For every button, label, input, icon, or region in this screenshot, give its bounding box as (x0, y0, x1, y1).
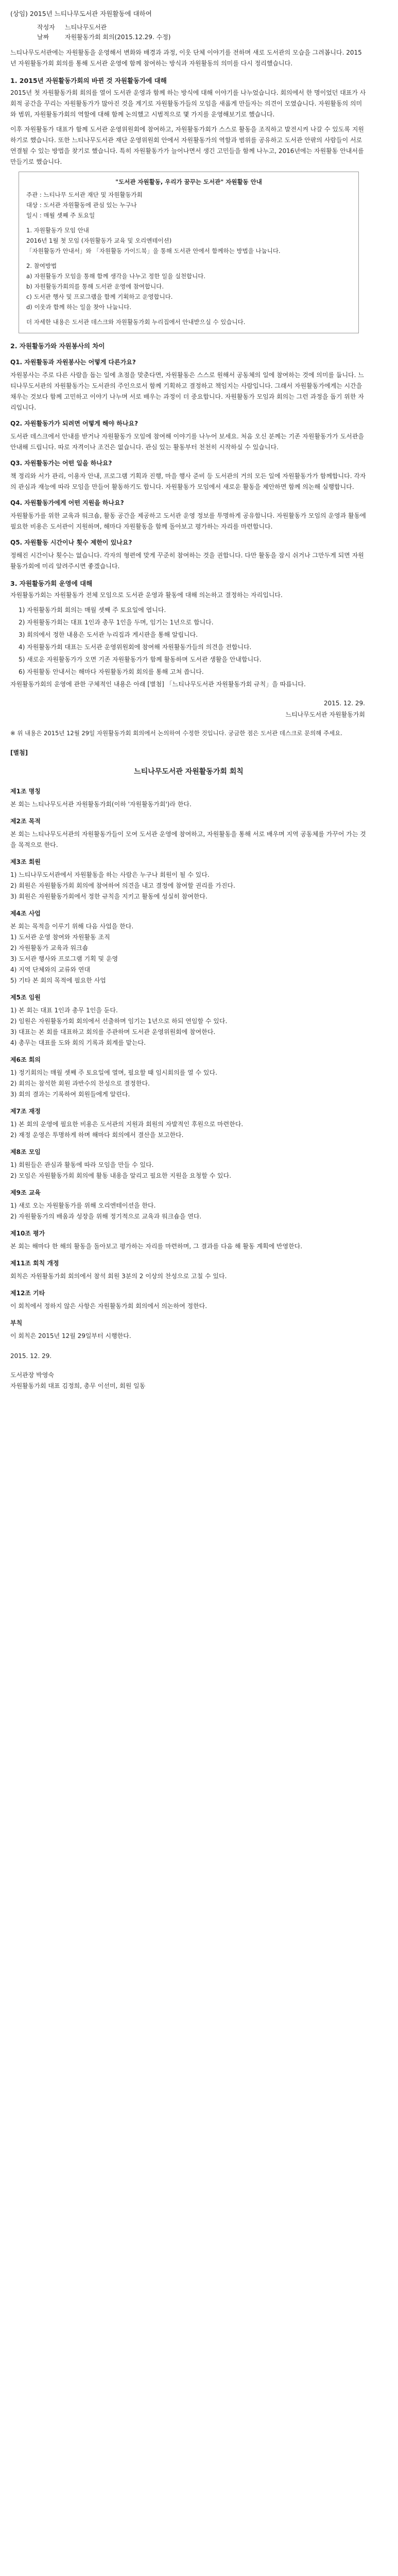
spacer (26, 313, 351, 317)
article-body: 1) 느티나무도서관에서 자원활동을 하는 사람은 누구나 회원이 될 수 있다. 2) 회원은 자원활동가회 회의에 참여하여 의견을 내고 결정에 참여할 권리를 가진다. 3) 회원은 자원활동가회에서 정한 규칙을 지키고 활동에 성실히 참여한다. (10, 871, 235, 901)
list-item: 4) 자원활동가회 대표는 도서관 운영위원회에 참여해 자원활동가들의 의견을 전합니다. (19, 643, 252, 651)
info-box-row: d) 이웃과 함께 하는 일을 찾아 나눕니다. (26, 303, 132, 311)
sign-date: 2015. 12. 29. (323, 700, 365, 707)
article-body: 1) 회원들은 관심과 활동에 따라 모임을 만들 수 있다. 2) 모임은 자원활동가회 회의에 활동 내용을 알리고 필요한 지원을 요청할 수 있다. (10, 1161, 232, 1180)
info-box-title: "도서관 자원활동, 우리가 꿈꾸는 도서관" 자원활동 안내 (115, 178, 262, 186)
article-body: 이 회칙은 2015년 12월 29일부터 시행한다. (10, 1332, 131, 1340)
meta-key: 날짜 (37, 33, 49, 41)
qa-list (10, 357, 367, 572)
rules-title: 느티나무도서관 자원활동가회 회칙 (134, 767, 244, 776)
end-line: 도서관장 박영숙 (10, 1371, 54, 1379)
spacer (26, 221, 351, 225)
end-block (10, 1370, 367, 1391)
answer: 자원봉사는 주로 다른 사람을 돕는 일에 초점을 맞춘다면, 자원활동은 스스로 원해서 공동체의 일에 참여하는 것에 의미를 둡니다. 느티나무도서관의 자원활동가는 도서관의 주인으로서 함께 기획하고 결정하고 책임지는 사람입니다. 그래서 자원활동가에게는 시간을 채우는 것보다 함께 고민하고 이야기 나누며 서로 배우는 과정이 더 중요합니다. 자원활동가 모임과 회의는 그런 과정을 돕기 위한 자리입니다. (10, 371, 364, 411)
article-body: 본 회는 느티나무도서관 자원활동가회(이하 '자원활동가회')라 한다. (10, 801, 192, 808)
info-box-row: c) 도서관 행사 및 프로그램을 함께 기획하고 운영합니다. (26, 293, 173, 300)
document-title: (상임) 2015년 느티나무도서관 자원활동에 대하여 (10, 10, 152, 18)
info-box-row: b) 자원활동가회의를 통해 도서관 운영에 참여합니다. (26, 282, 164, 290)
sign-org: 느티나무도서관 자원활동가회 (285, 711, 365, 719)
section-heading: 1. 2015년 자원활동가회의 바뀐 것 자원활동가에 대해 (10, 77, 167, 85)
article-body: 이 회칙에서 정하지 않은 사항은 자원활동가회 회의에서 의논하여 정한다. (10, 1302, 207, 1310)
question: Q5. 자원활동 시간이나 횟수 제한이 있나요? (10, 538, 132, 546)
info-box-row: 2016년 1월 첫 모임 (자원활동가 교육 및 오리엔테이션) (26, 236, 172, 244)
info-box-row: a) 자원활동가 모임을 통해 함께 생각을 나누고 정한 일을 실천합니다. (26, 272, 206, 280)
info-box-row: 대상 : 도서관 자원활동에 관심 있는 누구나 (26, 201, 137, 209)
article-heading: 제8조 모임 (10, 1148, 41, 1156)
rule-list (10, 605, 367, 677)
section-heading: 2. 자원활동가와 자원봉사의 차이 (10, 342, 105, 350)
article-heading: 제5조 임원 (10, 994, 41, 1002)
info-box-row: 주관 : 느티나무 도서관 재단 및 자원활동가회 (26, 191, 143, 199)
article-body: 1) 본 회는 대표 1인과 총무 1인을 둔다. 2) 임원은 자원활동가회 회의에서 선출하며 임기는 1년으로 하되 연임할 수 있다. 3) 대표는 본 회를 대표하고 회의를 주관하며 도서관 운영위원회에 참여한다. 4) 총무는 대표를 도와 회의 기록과 회계를 맡는다. (10, 1007, 228, 1047)
info-box-row: 1. 자원활동가 모임 안내 (26, 227, 89, 234)
info-box-row: 2. 참여방법 (26, 262, 57, 269)
meta-key: 작성자 (37, 23, 55, 31)
answer: 자원활동가를 위한 교육과 워크숍, 활동 공간을 제공하고 도서관 운영 정보를 투명하게 공유합니다. 자원활동가 모임의 운영과 활동에 필요한 비용은 도서관이 지원하며, 해마다 자원활동을 함께 돌아보고 평가하는 자리를 마련합니다. (10, 512, 366, 530)
article-body: 1) 새로 오는 자원활동가를 위해 오리엔테이션을 한다. 2) 자원활동가의 배움과 성장을 위해 정기적으로 교육과 워크숍을 연다. (10, 1202, 202, 1221)
article-heading: 제6조 회의 (10, 1056, 41, 1064)
article-heading: 제11조 회칙 개정 (10, 1260, 59, 1267)
list-item: 2) 자원활동가회는 대표 1인과 총무 1인을 두며, 임기는 1년으로 합니다. (19, 619, 214, 626)
article-body: 회칙은 자원활동가회 회의에서 참석 회원 3분의 2 이상의 찬성으로 고칠 수 있다. (10, 1273, 227, 1280)
spacer (26, 257, 351, 261)
article-heading: 제3조 회원 (10, 858, 41, 866)
document-meta (37, 23, 367, 42)
article-heading: 제9조 교육 (10, 1189, 41, 1197)
answer: 정해진 시간이나 횟수는 없습니다. 각자의 형편에 맞게 꾸준히 참여하는 것을 권합니다. 다만 활동을 잠시 쉬거나 그만두게 되면 자원활동가회에 미리 알려주시면 좋겠습니다. (10, 551, 364, 570)
list-item: 3) 회의에서 정한 내용은 도서관 누리집과 게시판을 통해 알립니다. (19, 631, 198, 639)
article-body: 본 회는 느티나무도서관의 자원활동가들이 모여 도서관 운영에 참여하고, 자원활동을 통해 서로 배우며 지역 공동체를 가꾸어 가는 것을 목적으로 한다. (10, 831, 366, 849)
article-body: 1) 본 회의 운영에 필요한 비용은 도서관의 지원과 회원의 자발적인 후원으로 마련한다. 2) 재정 운영은 투명하게 하며 해마다 회의에서 결산을 보고한다. (10, 1121, 244, 1139)
meta-row (37, 32, 367, 42)
end-line: 자원활동가회 대표 김정희, 총무 이선미, 회원 일동 (10, 1382, 146, 1389)
article-heading: 제7조 재정 (10, 1108, 41, 1115)
info-box-row: 일시 : 매월 셋째 주 토요일 (26, 212, 95, 219)
question: Q1. 자원활동과 자원봉사는 어떻게 다른가요? (10, 358, 136, 366)
intro-paragraph: 느티나무도서관에는 자원활동을 운영해서 변화와 배경과 과정, 이웃 단체 이야기를 전하며 새로 도서관의 모습을 그려봅니다. 2015년 자원활동가회 회의를 통해 도서관 운영에 함께 참여하는 방식과 자원활동의 의미를 다시 정리했습니다. (10, 49, 362, 67)
paragraph: 자원활동가회는 자원활동가 전체 모임으로 도서관 운영과 활동에 대해 의논하고 결정하는 자리입니다. (10, 591, 283, 599)
info-box (19, 172, 359, 333)
paragraph: 2015년 첫 자원활동가회 회의를 열어 도서관 운영과 함께 하는 방식에 대해 이야기를 나누었습니다. 회의에서 한 명이었던 대표가 사회적 공간을 꾸리는 자원활동가가 많아진 것을 계기로 자원활동가들의 모임을 새롭게 만들자는 의견이 모였습니다. 자원활동의 의미와 범위, 자원활동가회의 역할에 대해 함께 논의했고 시범적으로 몇 가지를 운영해보기로 했습니다. (10, 89, 366, 118)
question: Q3. 자원활동가는 어떤 일을 하나요? (10, 459, 112, 467)
article-body: 1) 정기회의는 매월 셋째 주 토요일에 열며, 필요할 때 임시회의를 열 수 있다. 2) 회의는 참석한 회원 과반수의 찬성으로 결정한다. 3) 회의 결과는 기록하여 회원들에게 알린다. (10, 1069, 217, 1098)
article-body: 본 회는 해마다 한 해의 활동을 돌아보고 평가하는 자리를 마련하며, 그 결과를 다음 해 활동 계획에 반영한다. (10, 1243, 303, 1250)
end-date: 2015. 12. 29. (10, 1352, 52, 1360)
info-box-rows (26, 190, 351, 327)
question: Q4. 자원활동가에게 어떤 지원을 하나요? (10, 499, 124, 506)
list-item: 1) 자원활동가회 회의는 매월 셋째 주 토요일에 엽니다. (19, 606, 166, 614)
meta-value: 느티나무도서관 (65, 23, 107, 31)
info-box-row: 「자원활동가 안내서」와 「자원활동 가이드북」을 통해 도서관 안에서 함께하는 방법을 나눕니다. (26, 247, 281, 255)
article-heading: 제4조 사업 (10, 910, 41, 918)
signature-block (10, 698, 365, 720)
section-heading: 3. 자원활동가회 운영에 대해 (10, 579, 93, 587)
answer: 책 정리와 서가 관리, 이용자 안내, 프로그램 기획과 진행, 마을 행사 준비 등 도서관의 거의 모든 일에 자원활동가가 함께합니다. 각자의 관심과 재능에 따라 모임을 만들어 활동하기도 합니다. 자원활동가 모임에서 새로운 활동을 제안하면 함께 의논해 실행합니다. (10, 472, 366, 490)
meta-row (37, 23, 367, 32)
article-heading: 제10조 평가 (10, 1230, 45, 1238)
article-heading: 제2조 목적 (10, 818, 41, 825)
paragraph: 이후 자원활동가 대표가 함께 도서관 운영위원회에 참여하고, 자원활동가회가 스스로 활동을 조직하고 발전시켜 나갈 수 있도록 지원하기로 했습니다. 또한 느티나무도서관 재단 운영위원회 안에서 자원활동가의 역할과 범위를 공유하고 도서관 안팎의 사람들이 서로 연결될 수 있는 방법을 찾기로 했습니다. 특히 자원활동가가 늘어나면서 생긴 고민들을 함께 나누고, 2016년에는 자원활동 안내서를 만들기로 했습니다. (10, 126, 365, 166)
attachment-label: [별첨] (10, 749, 28, 756)
meta-value: 자원활동가회 회의(2015.12.29. 수정) (65, 33, 171, 41)
question: Q2. 자원활동가가 되려면 어떻게 해야 하나요? (10, 419, 139, 427)
paragraph: 자원활동가회의 운영에 관한 구체적인 내용은 아래 [별첨] 「느티나무도서관 자원활동가회 규칙」을 따릅니다. (10, 681, 306, 688)
article-heading: 부칙 (10, 1319, 23, 1327)
info-box-row: 더 자세한 내용은 도서관 데스크와 자원활동가회 누리집에서 안내받으실 수 있습니다. (26, 318, 246, 326)
article-heading: 제12조 기타 (10, 1290, 45, 1297)
list-item: 5) 새로운 자원활동가가 오면 기존 자원활동가가 함께 활동하며 도서관 생활을 안내합니다. (19, 656, 262, 664)
list-item: 6) 자원활동 안내서는 해마다 자원활동가회 회의를 통해 고쳐 씁니다. (19, 668, 204, 676)
footnote: ※ 위 내용은 2015년 12월 29일 자원활동가회 회의에서 논의하여 수정한 것입니다. 궁금한 점은 도서관 데스크로 문의해 주세요. (10, 729, 342, 737)
article-body: 본 회는 목적을 이루기 위해 다음 사업을 한다. 1) 도서관 운영 참여와 자원활동 조직 2) 자원활동가 교육과 워크숍 3) 도서관 행사와 프로그램 기획 및 운영 4) 지역 단체와의 교류와 연대 5) 기타 본 회의 목적에 필요한 사업 (10, 923, 134, 985)
answer: 도서관 데스크에서 안내를 받거나 자원활동가 모임에 참여해 이야기를 나누어 보세요. 처음 오신 분께는 기존 자원활동가가 도서관을 안내해 드립니다. 따로 자격이나 조건은 없습니다. 관심 있는 활동부터 천천히 시작하실 수 있습니다. (10, 432, 365, 451)
article-heading: 제1조 명칭 (10, 788, 41, 795)
articles (10, 786, 367, 1342)
